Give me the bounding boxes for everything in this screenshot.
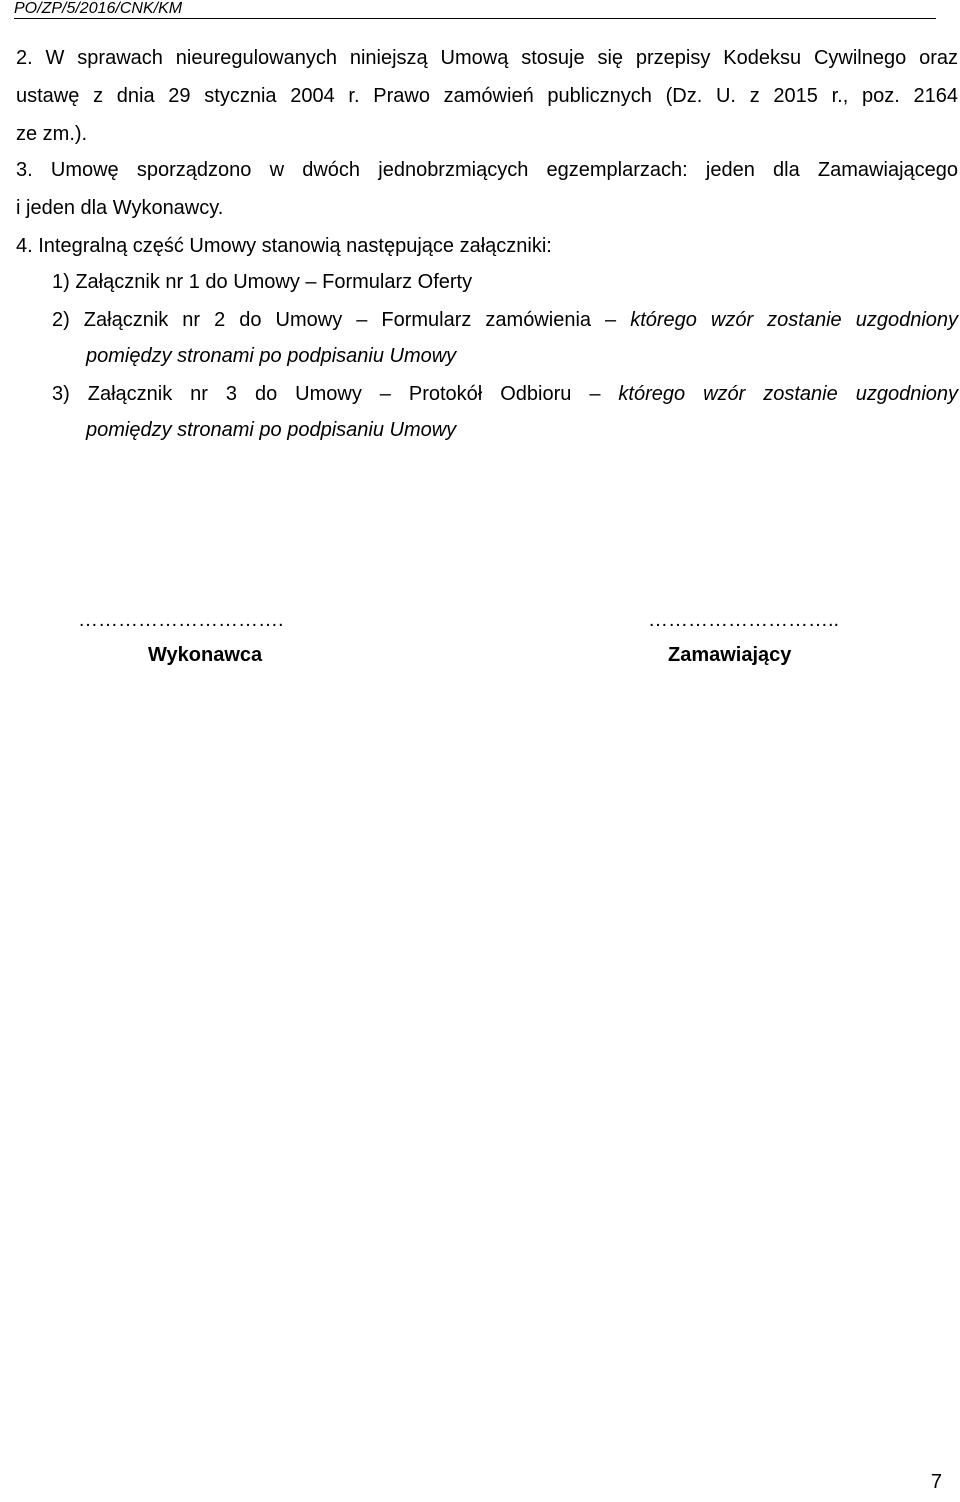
header-rule (14, 18, 936, 19)
document-reference: PO/ZP/5/2016/CNK/KM (14, 0, 183, 17)
attachment-item-2 (52, 302, 958, 338)
paragraph-3-line-1: 3. Umowę sporządzono w dwóch jednobrzmiących egzemplarzach: jeden dla Zamawiającego (16, 159, 958, 181)
attachment-item-3-note: którego wzór zostanie uzgodniony (618, 383, 959, 405)
signature-label-contractor: Wykonawca (148, 644, 263, 666)
attachment-item-2-continuation: pomiędzy stronami po podpisaniu Umowy (86, 345, 457, 367)
paragraph-2-line-3: ze zm.). (16, 123, 88, 145)
attachment-item-3 (52, 376, 958, 412)
signature-line-client: ……………………….. (648, 609, 840, 631)
paragraph-2-line-1: 2. W sprawach nieuregulowanych niniejszą Umową stosuje się przepisy Kodeksu Cywilnego oraz (16, 47, 958, 69)
attachment-item-2-note: którego wzór zostanie uzgodniony (630, 309, 959, 331)
signature-line-contractor: …………………………. (78, 609, 284, 631)
paragraph-4-intro: 4. Integralną część Umowy stanowią następujące załączniki: (16, 235, 552, 257)
attachment-item-2-title: 2) Załącznik nr 2 do Umowy – Formularz zamówienia – (52, 309, 617, 331)
attachment-item-3-continuation: pomiędzy stronami po podpisaniu Umowy (86, 419, 457, 441)
paragraph-3-line-2: i jeden dla Wykonawcy. (16, 197, 224, 219)
attachment-item-1: 1) Załącznik nr 1 do Umowy – Formularz Oferty (52, 271, 473, 293)
paragraph-2-line-2: ustawę z dnia 29 stycznia 2004 r. Prawo zamówień publicznych (Dz. U. z 2015 r., poz. 2164 (16, 85, 958, 107)
page-number: 7 (930, 1471, 942, 1493)
attachment-item-3-title: 3) Załącznik nr 3 do Umowy – Protokół Odbioru – (52, 383, 601, 405)
signature-label-client: Zamawiający (668, 644, 792, 666)
